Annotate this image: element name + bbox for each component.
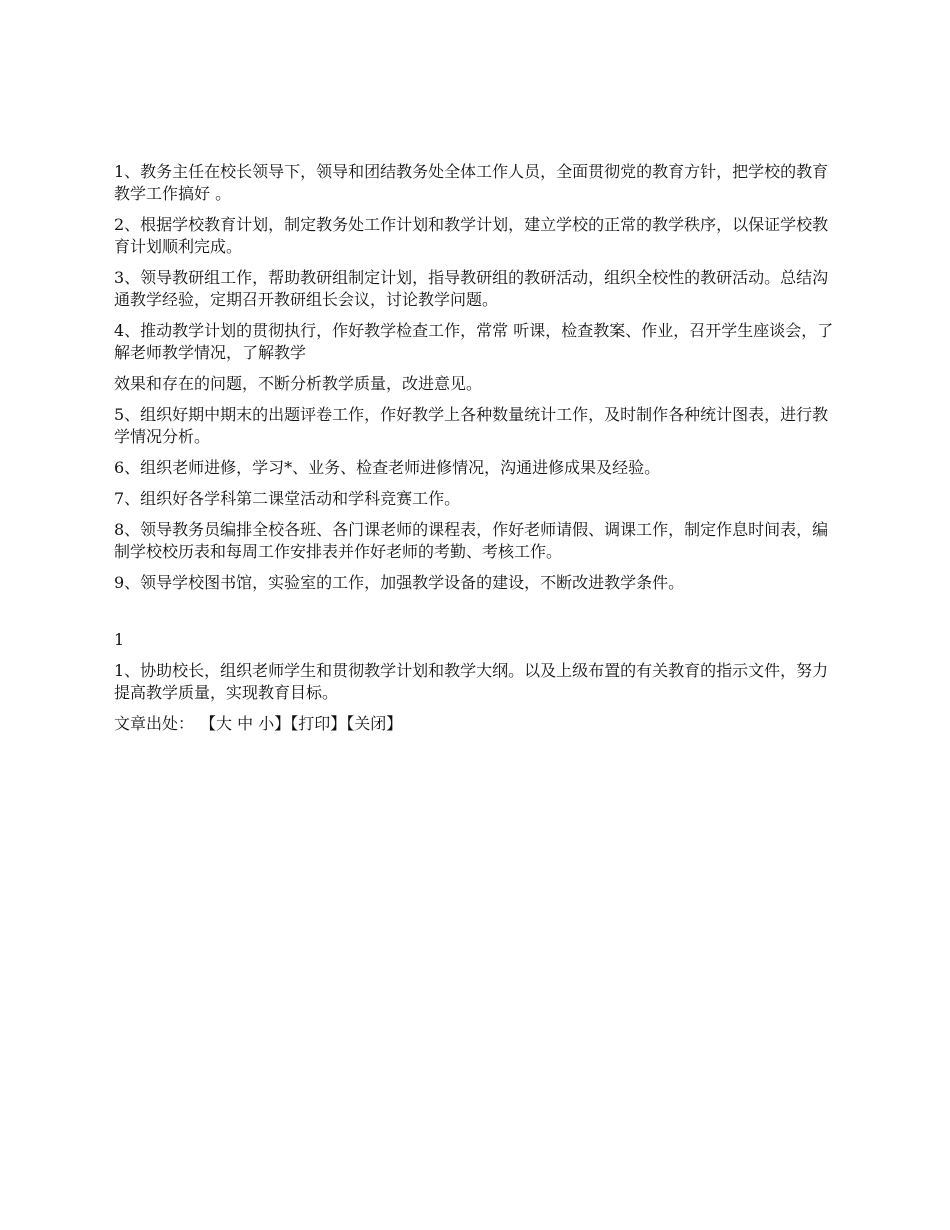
- print-link[interactable]: 【打印】: [290, 714, 347, 733]
- paragraph-8: 8、领导教务员编排全校各班、各门课老师的课程表，作好老师请假、调课工作，制定作息时间表，编制学校校历表和每周工作安排表并作好老师的考勤、考核工作。: [114, 520, 829, 561]
- paragraph-4: 4、推动教学计划的贯彻执行，作好教学检查工作，常常 听课，检查教案、作业，召开学生座谈会，了解老师教学情况，了解教学: [114, 321, 834, 362]
- close-link[interactable]: 【关闭】: [346, 714, 403, 733]
- page-number: 1: [114, 630, 125, 649]
- section2-paragraph-1: 1、协助校长，组织老师学生和贯彻教学计划和教学大纲。以及上级布置的有关教育的指示文件，努力提高教学质量，实现教育目标。: [114, 661, 829, 702]
- document-body: [114, 161, 836, 735]
- source-label: 文章出处：: [114, 714, 195, 733]
- section-spacer: [114, 603, 836, 629]
- paragraph-4-continued: 效果和存在的问题，不断分析教学质量，改进意见。: [114, 374, 483, 393]
- article-source-line: [114, 713, 836, 735]
- paragraph-6: 6、组织老师进修，学习*、业务、检查老师进修情况，沟通进修成果及经验。: [114, 458, 661, 477]
- paragraph-3: 3、领导教研组工作，帮助教研组制定计划，指导教研组的教研活动，组织全校性的教研活动。总结沟通教学经验，定期召开教研组长会议，讨论教学问题。: [114, 268, 829, 309]
- paragraph-1: 1、教务主任在校长领导下，领导和团结教务处全体工作人员，全面贯彻党的教育方针，把学校的教育教学工作搞好 。: [114, 162, 829, 203]
- paragraph-9: 9、领导学校图书馆，实验室的工作，加强教学设备的建设，不断改进教学条件。: [114, 573, 685, 592]
- paragraph-7: 7、组织好各学科第二课堂活动和学科竞赛工作。: [114, 489, 461, 508]
- paragraph-2: 2、根据学校教育计划，制定教务处工作计划和教学计划，建立学校的正常的教学秩序，以保证学校教育计划顺利完成。: [114, 215, 829, 256]
- paragraph-5: 5、组织好期中期末的出题评卷工作，作好教学上各种数量统计工作，及时制作各种统计图表，进行教学情况分析。: [114, 405, 829, 446]
- font-size-link[interactable]: 【大 中 小】: [200, 714, 291, 733]
